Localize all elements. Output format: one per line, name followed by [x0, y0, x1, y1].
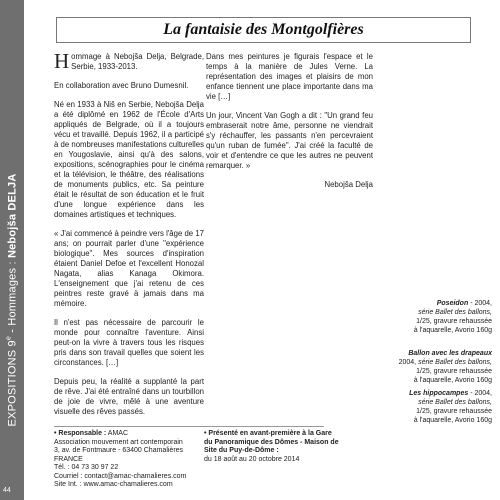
- drop-cap: H: [54, 49, 70, 73]
- footer-contact: • Responsable : AMAC Association mouvement art contemporain 3, av. de Fontmaure - 63400 Chamalières FRANCE Tél. : 04 73 30 97 22 Courriel : contact@amac-chamalieres.com Site Int. : www.amac-chamalieres.com: [54, 430, 199, 490]
- footer-presentation: • Présenté en avant-première à la Gare du Panoramique des Dômes - Maison de Site du Puy-de-Dôme : du 18 août au 20 octobre 2014: [204, 430, 339, 463]
- quote-paragraph: Depuis peu, la réalité a supplanté la part de rêve. J'ai été entraîné dans un tourbillon de joie de vivre, mêlé à une aventure visuelle des rêves passés.: [54, 377, 204, 416]
- quote-paragraph: « J'ai commencé à peindre vers l'âge de 17 ans; on pourrait parler d'une "expérience biologique". Mes sources d'inspiration étaient Daniel Defoe et l'excellent Honozal Nagata, alias Kanaga Okimora. L'enseignement que j'ai retenu de ces peintres reste gravé à jamais dans ma mémoire.: [54, 229, 204, 308]
- biography-paragraph: Né en 1933 à Niš en Serbie, Nebojša Delja a été diplômé en 1962 de l'École d'Arts appliqués de Belgrade, où il a toujours vécu et travaillé. Depuis 1962, il a participé à de nombreuses manifestations culturelles en Yougoslavie, ainsi qu'à des salons, expositions, scénographies pour le cinéma et la télévision, le théâtre, des réalisations de monuments publics, etc. Sa peinture était le résultat de son éducation et le fruit d'une longue expérience dans les domaines artistiques et techniques.: [54, 100, 204, 219]
- email-link[interactable]: Courriel : contact@amac-chamalieres.com: [54, 472, 187, 480]
- title-box: [56, 17, 471, 43]
- quote-paragraph: Un jour, Vincent Van Gogh a dit : "Un grand feu embraserait notre âme, personne ne viendrait s'y réchauffer, les passants n'en percevraient qu'un ruban de fumée". J'ai créé la faculté de voir et d'entendre ce que les autres ne peuvent remarquer. »: [206, 111, 373, 170]
- sidebar: [0, 0, 24, 500]
- collaboration-note: En collaboration avec Bruno Dumesnil.: [54, 81, 189, 90]
- article-column-2: [206, 52, 373, 199]
- page-title: La fantaisie des Montgolfières: [163, 21, 364, 38]
- image-caption: Poseidon - 2004, série Ballet des ballons, 1/25, gravure rehaussée à l'aquarelle, Avorio 160g: [413, 300, 492, 334]
- article-column-1: [54, 49, 204, 426]
- footer-divider: [54, 426, 324, 427]
- website-link[interactable]: Site Int. : www.amac-chamalieres.com: [54, 481, 173, 488]
- quote-paragraph: Il n'est pas nécessaire de parcourir le monde pour connaître l'aventure. Ainsi peut-on la vivre à travers tous les risques pris dans son travail quelles que soient les circonstances. […]: [54, 318, 204, 367]
- intro-paragraph: Hommage à Nebojša Delja, Belgrade, Serbie, 1933-2013.: [54, 49, 204, 73]
- quote-paragraph: Dans mes peintures je figurais l'espace et le temps à la manière de Jules Verne. La représentation des images et plaisirs de mon enfance tiennent une place importante dans ma vie […]: [206, 52, 373, 101]
- sidebar-section-label: EXPOSITIONS 9e - Hommages : Nebojša DELJA: [5, 173, 19, 427]
- image-caption: Ballon avec les drapeaux 2004, série Ballet des ballons, 1/25, gravure rehaussée à l'aquarelle, Avorio 160g: [398, 350, 492, 384]
- image-caption: Les hippocampes - 2004, série Ballet des ballons, 1/25, gravure rehaussée à l'aquarelle, Avorio 160g: [409, 390, 492, 424]
- page-number: 44: [3, 487, 11, 494]
- signature: Nebojša Delja: [324, 180, 373, 189]
